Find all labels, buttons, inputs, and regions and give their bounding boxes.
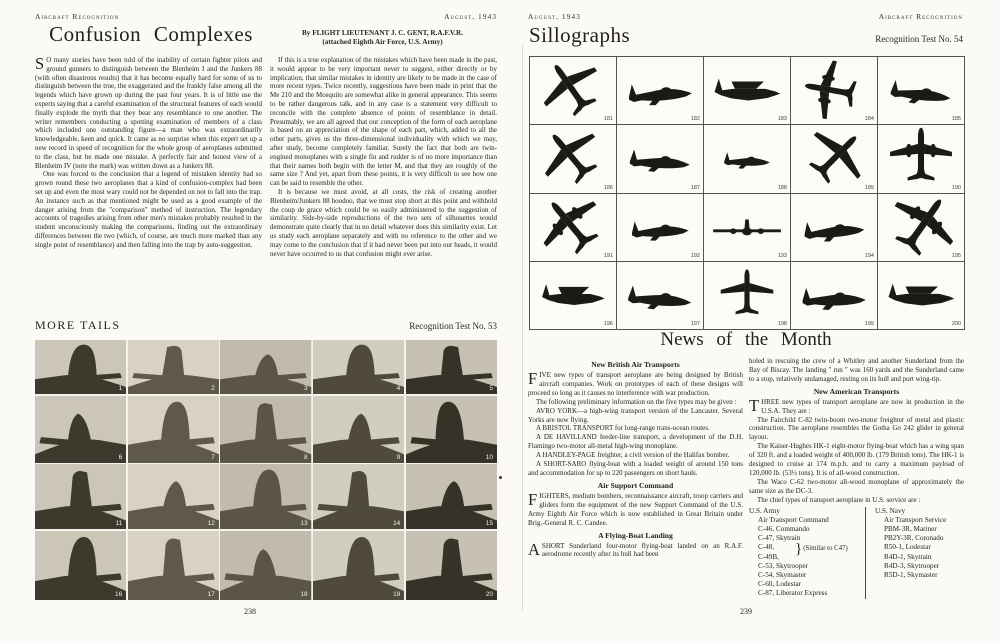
silhouette-number: 198 xyxy=(777,321,787,327)
journal-name: Aircraft Recognition xyxy=(35,12,120,21)
tail-photo xyxy=(35,396,126,463)
aircraft-silhouette xyxy=(791,194,877,261)
paragraph: A DE HAVILLAND feeder-line transport, a development of the D.H. Flamingo two-motor all-metal high-wing monoplane. xyxy=(528,433,743,451)
us-navy-column xyxy=(866,507,946,599)
silhouette-number: 181 xyxy=(603,116,613,123)
tail-photo xyxy=(220,464,311,529)
tail-photo-number: 4 xyxy=(396,385,401,392)
silhouette-cell xyxy=(791,262,877,329)
tail-photo-image xyxy=(35,396,126,463)
article-column-2 xyxy=(270,56,497,258)
silhouette-cell xyxy=(704,125,790,192)
tail-photo-number: 14 xyxy=(393,520,401,527)
paragraph: A BRISTOL TRANSPORT for long-range trans-ocean routes. xyxy=(536,424,710,433)
paragraph-text: IVE new types of transport aeroplane are being designed by British aircraft companies. Work on prototypes of each of these designs will proceed so long as it causes no interference with war production. xyxy=(528,371,743,397)
tail-photo-image xyxy=(220,340,311,394)
article-title: Confusion Complexes xyxy=(49,22,253,46)
tail-photo-number: 18 xyxy=(300,590,308,598)
aircraft-silhouette xyxy=(878,194,964,261)
tail-photo xyxy=(313,396,404,463)
aircraft-silhouette xyxy=(704,262,790,329)
aircraft-silhouette xyxy=(617,262,703,329)
tail-photo xyxy=(128,531,219,600)
paragraph xyxy=(528,371,743,398)
aircraft-silhouette xyxy=(878,125,964,192)
silhouette-cell xyxy=(617,57,703,124)
silhouette-cell xyxy=(878,262,964,329)
silhouette-cell xyxy=(704,194,790,261)
aircraft-type-item: R50-1, Lodestar xyxy=(884,543,931,552)
aircraft-type-item: PB2Y-3R, Coronado xyxy=(884,534,944,543)
paragraph-text: IGHTERS, medium bombers, reconnaissance aircraft, troop carriers and gliders form the equipment of the new Support Command of the U.S. Army Eighth Air Force which is now established in Great Britain under Brig.-General R. C. Candee. xyxy=(528,491,743,527)
tail-photo xyxy=(128,464,219,529)
aircraft-type-item: R4D-1, Skytrain xyxy=(884,552,932,561)
tail-photo-image xyxy=(35,464,126,529)
tail-photo xyxy=(313,340,404,394)
tail-photo-image xyxy=(406,340,497,394)
paragraph: If this is a true explanation of the mistakes which have been made in the past, it would appear to be very important never to suggest, either directly or by implication, that similar mistakes in identity are likely to be made in the case of more recent types. Twice recently, suggestions have been made in print that the Me 210 and the Mosquito are somewhat alike in general appearance. This seems to be rather dangerous talk, and in any case is a statement very difficult to reconcile with the complete absence of points of resemblance in detail. Presumably, we are all agreed that our conception of the form of each aeroplane is based on an appreciation of the shape of each part, which, added to all the other parts, gives us the three-dimensional individuality with which we may, after study, become completely familiar. Surely the fact that both are twin-engined monoplanes with a single fin and rudder is of no more importance than that their names both begin with the letter M, and that they are roughly of the same size ? And yet, apart from these points, it is very difficult to see how one can be said to resemble the other. xyxy=(270,56,497,188)
tail-photo-image xyxy=(406,531,497,600)
tail-photo xyxy=(220,396,311,463)
recognition-test-54-label: Recognition Test No. 54 xyxy=(875,34,963,44)
paragraph: One was forced to the conclusion that a legend of mistaken identity had so grown round these two aeroplanes that a kind of confusion-complex had been set up and even the most wary could not be depended on not to fall into the trap. An instance such as that mentioned might be used as a good example of the danger arising from the "comparison" method of instruction. The legendary accounts of tragedies arising from other men's mistakes probably resulted in the student unconsciously making the comparisons, finding out the extraordinary differences between the two (which, of course, are much more marked than any single point of resemblance) and then falling into the trap by auto-suggestion. xyxy=(35,170,262,249)
silhouette-number: 197 xyxy=(690,321,700,327)
similar-to-c47-note xyxy=(795,542,848,557)
brace-glyph: } xyxy=(795,540,803,557)
tail-photo-number: 15 xyxy=(485,520,493,527)
aircraft-type-item: C-53, Skytrooper xyxy=(758,561,808,570)
us-army-subheader: Air Transport Command xyxy=(758,515,829,524)
silhouette-number: 192 xyxy=(690,252,700,259)
silhouette-number: 196 xyxy=(603,321,613,327)
silhouette-number: 188 xyxy=(777,184,787,191)
tail-photo-number: 8 xyxy=(303,453,308,461)
aircraft-type-item: C-87, Liberator Express xyxy=(758,589,828,598)
drop-cap: F xyxy=(528,489,538,509)
tail-photo xyxy=(313,531,404,600)
silhouette-number: 191 xyxy=(603,252,613,259)
tail-photo-number: 6 xyxy=(118,453,123,461)
paragraph xyxy=(35,56,262,170)
recognition-test-53-label: Recognition Test No. 53 xyxy=(409,321,497,331)
tail-photo xyxy=(35,340,126,394)
tail-photo-image xyxy=(220,464,311,529)
journal-name: Aircraft Recognition xyxy=(878,12,963,21)
tail-photo-number: 17 xyxy=(207,590,215,598)
aircraft-silhouette xyxy=(878,262,964,329)
tail-photo-number: 5 xyxy=(489,385,493,392)
tails-caption-row xyxy=(35,318,497,333)
aircraft-silhouette xyxy=(791,262,877,329)
tail-photo-image xyxy=(313,531,404,600)
silhouette-number: 186 xyxy=(603,184,613,191)
tail-photo-image xyxy=(220,531,311,600)
aircraft-type-item: C-48, xyxy=(758,543,775,552)
tail-photo-image xyxy=(406,464,497,529)
left-page-number: 238 xyxy=(244,607,256,616)
silhouette-cell xyxy=(704,57,790,124)
aircraft-type-item: R4D-3, Skytrooper xyxy=(884,561,940,570)
silhouette-number: 190 xyxy=(951,184,961,191)
news-right-column xyxy=(749,357,964,599)
aircraft-silhouette xyxy=(878,57,964,124)
news-left-column xyxy=(528,357,743,559)
tail-photo-number: 9 xyxy=(396,453,401,461)
tail-photo-number: 3 xyxy=(303,385,308,392)
aircraft-silhouette xyxy=(617,125,703,192)
silhouette-cell xyxy=(617,194,703,261)
silhouette-cell xyxy=(704,262,790,329)
paragraph: The Waco C-62 two-motor all-wood monoplane of approximately the same size as the DC-3. xyxy=(749,477,964,495)
issue-date: August, 1943 xyxy=(528,12,581,21)
silhouette-number: 184 xyxy=(864,116,874,123)
tail-photo-number: 19 xyxy=(393,590,401,598)
aircraft-type-item: C-54, Skymaster xyxy=(758,571,807,580)
tail-photo-number: 1 xyxy=(118,385,123,392)
tail-photo-image xyxy=(313,340,404,394)
news-of-the-month-title: News of the Month xyxy=(660,329,832,350)
tail-photo xyxy=(406,340,497,394)
paragraph xyxy=(528,539,743,560)
paragraph: holed in rescuing the crew of a Whitley and another Sunderland from the Bay of Biscay. The landing " run " was 160 yards and the Sunderland came to a stop, relatively undamaged, resting on its hull and port wing-tip. xyxy=(749,357,964,383)
us-army-column xyxy=(749,507,866,599)
paragraph: The Kaiser-Hughes HK-1 eight-motor flying-boat which has a wing span of 320 ft. and a loaded weight of 400,000 lb. (179 British tons). The HK-1 is designed to cruise at 174 m.p.h. and to carry a maximum payload of 120,000 lb. (53½ tons). It is of all-wood construction. xyxy=(749,442,964,477)
article-column-1 xyxy=(35,56,262,250)
tail-photo-image xyxy=(128,531,219,600)
us-navy-subheader: Air Transport Service xyxy=(884,515,947,524)
paragraph: A HANDLEY-PAGE freighter, a civil version of the Halifax bomber. xyxy=(536,451,730,460)
paragraph: It is because we must avoid, at all costs, the risk of creating another Blenheim/Junkers 88 hoodoo, that we must stop short at this point and withhold the coup de grace which could be so easily administered to the suggestion of similarity. Side-by-side reproductions of the two sets of silhouettes would demonstrate quite clearly that in no detail whatever does this similarity exist. Let us study each aeroplane separately and with no reference to the other and we may come to the conclusion that if it had never been put into our heads, it would never have occurred to us that confusion might ever arise. xyxy=(270,187,497,258)
silhouette-cell xyxy=(530,57,616,124)
sillograph-grid xyxy=(529,56,965,330)
section-heading: New British Air Transports xyxy=(591,360,680,369)
aircraft-silhouette xyxy=(704,194,790,261)
aircraft-type-item: C-60, Lodestar xyxy=(758,580,802,589)
tail-photo xyxy=(220,340,311,394)
aircraft-type-item: C-47, Skytrain xyxy=(758,534,801,543)
silhouette-number: 187 xyxy=(690,184,700,191)
tail-photo xyxy=(406,396,497,463)
paragraph: The chief types of transport aeroplane in U.S. service are : xyxy=(757,495,921,504)
silhouette-cell xyxy=(617,262,703,329)
silhouette-number: 194 xyxy=(864,252,874,259)
tail-photo-image xyxy=(128,464,219,529)
us-army-header: U.S. Army xyxy=(749,506,780,515)
silhouette-number: 189 xyxy=(864,184,874,191)
us-army-items xyxy=(749,525,861,599)
silhouette-cell xyxy=(791,57,877,124)
tail-photo-number: 2 xyxy=(211,385,215,392)
tail-photo-number: 11 xyxy=(115,520,123,527)
paragraph: A SHORT-SARO flying-boat with a loaded weight of around 150 tons and accommodation for up to 220 passengers on short hauls. xyxy=(528,460,743,477)
tail-photo xyxy=(406,531,497,600)
page-gutter-line xyxy=(522,45,523,610)
aircraft-silhouette xyxy=(530,57,616,124)
tail-photo-image xyxy=(313,464,404,529)
tail-photo xyxy=(35,464,126,529)
silhouette-cell xyxy=(878,125,964,192)
aircraft-silhouette xyxy=(530,125,616,192)
silhouette-number: 193 xyxy=(777,252,787,259)
us-navy-header: U.S. Navy xyxy=(875,506,906,515)
aircraft-silhouette xyxy=(791,125,877,192)
silhouette-cell xyxy=(617,125,703,192)
silhouette-number: 200 xyxy=(951,321,961,327)
tail-photo-number: 16 xyxy=(114,590,123,598)
silhouette-number: 183 xyxy=(777,116,787,123)
silhouette-number: 195 xyxy=(951,252,961,259)
tail-photo-image xyxy=(220,396,311,463)
aircraft-silhouette xyxy=(530,194,616,261)
tail-photo-number: 10 xyxy=(485,453,493,461)
tail-photo-image xyxy=(35,531,126,600)
byline-attachment: (attached Eighth Air Force, U.S. Army) xyxy=(322,38,443,46)
paragraph: The Fairchild C-82 twin-boom two-motor freighter of metal and plastic construction. The aeroplane resembles the Gotha Go 242 glider in general layout. xyxy=(749,415,964,442)
note-text: (Similar to C47) xyxy=(803,545,848,553)
silhouette-number: 182 xyxy=(690,116,700,123)
us-service-list xyxy=(749,507,964,599)
tail-photo-image xyxy=(313,396,404,463)
sillographs-title-row xyxy=(529,23,963,48)
left-page-header xyxy=(35,12,497,21)
silhouette-cell xyxy=(791,194,877,261)
aircraft-type-item: C-46, Commando xyxy=(758,525,810,533)
aircraft-silhouette xyxy=(530,262,616,329)
silhouette-cell xyxy=(878,194,964,261)
silhouette-cell xyxy=(530,194,616,261)
tail-photo xyxy=(128,340,219,394)
tail-photo-image xyxy=(406,396,497,463)
section-heading: Air Support Command xyxy=(597,480,674,490)
tail-photo xyxy=(220,531,311,600)
right-page-header xyxy=(528,12,963,21)
tail-photo-image xyxy=(128,340,219,394)
sillographs-title: Sillographs xyxy=(529,23,631,47)
aircraft-silhouette xyxy=(704,125,790,192)
aircraft-type-item: PBM-3R, Mariner xyxy=(884,525,937,533)
paragraph xyxy=(749,395,964,416)
paragraph-text: O many stories have been told of the inability of certain fighter pilots and ground gunners to distinguish between the Blenheim I and the Junkers 88 (with often disastrous results) that it has become equally hard for some of us to distinguish between the true, the exaggerated and the frankly false among all the legends which have grown up during the past four years. It is of little use the experts saying that a careful examination of the structural features of each would finally explode the myth that they bear any resemblance to one another. The writer remembers conducting a spotting examination of members of a class which included one outstanding figure—a man who was extraordinarily knowledgeable, keen and quick. It came as no surprise when this expert set up a new record in speed of recognition for the whole group of aeroplanes submitted to the class, but he made one mistake. A perfectly fair and honest view of a Blenheim IV (note the mark) was written down as a Junkers 88. xyxy=(35,56,262,170)
paragraph-text: SHORT Sunderland four-motor flying-boat landed on an R.A.F. aerodrome recently after its hull had been xyxy=(541,541,743,559)
silhouette-number: 185 xyxy=(951,116,961,123)
section-heading: A Flying-Boat Landing xyxy=(598,530,673,540)
issue-date: August, 1943 xyxy=(444,12,497,21)
paragraph-text: HREE new types of transport aeroplane are now in production in the U.S.A. They are : xyxy=(761,397,964,415)
tail-photo-number: 20 xyxy=(485,590,493,598)
right-page xyxy=(500,0,1000,643)
tail-photo-number: 7 xyxy=(211,453,215,461)
aircraft-silhouette xyxy=(617,57,703,124)
tail-photo-image xyxy=(35,340,126,394)
section-heading: New American Transports xyxy=(813,386,900,396)
tail-photo xyxy=(313,464,404,529)
silhouette-cell xyxy=(791,125,877,192)
aircraft-silhouette xyxy=(617,194,703,261)
silhouette-number: 199 xyxy=(864,321,874,327)
paragraph: AVRO YORK—a high-wing transport version of the Lancaster. Several Yorks are now flying. xyxy=(528,406,743,424)
tail-photo-image xyxy=(128,396,219,463)
silhouette-cell xyxy=(878,57,964,124)
tails-grid xyxy=(35,340,497,600)
right-page-number: 239 xyxy=(740,607,752,616)
silhouette-cell xyxy=(530,125,616,192)
paragraph xyxy=(528,489,743,528)
byline xyxy=(268,29,497,47)
more-tails-heading: MORE TAILS xyxy=(35,318,121,332)
tail-photo-number: 13 xyxy=(300,520,308,527)
byline-author: By FLIGHT LIEUTENANT J. C. GENT, R.A.F.V.R. xyxy=(302,29,463,37)
silhouette-cell xyxy=(530,262,616,329)
paragraph: The following preliminary information on the five types may be given : xyxy=(536,397,737,406)
drop-cap: F xyxy=(528,369,538,388)
drop-cap: S xyxy=(35,54,45,73)
aircraft-silhouette xyxy=(791,57,877,124)
drop-cap: A xyxy=(528,539,540,559)
tail-photo xyxy=(128,396,219,463)
ink-speck xyxy=(499,476,502,479)
aircraft-silhouette xyxy=(704,57,790,124)
tail-photo xyxy=(35,531,126,600)
drop-cap: T xyxy=(749,395,760,415)
aircraft-type-item: C-49B, xyxy=(758,552,779,561)
us-navy-items xyxy=(875,525,946,580)
aircraft-type-item: R5D-1, Skymaster xyxy=(884,571,938,580)
tail-photo xyxy=(406,464,497,529)
tail-photo-number: 12 xyxy=(207,520,215,527)
